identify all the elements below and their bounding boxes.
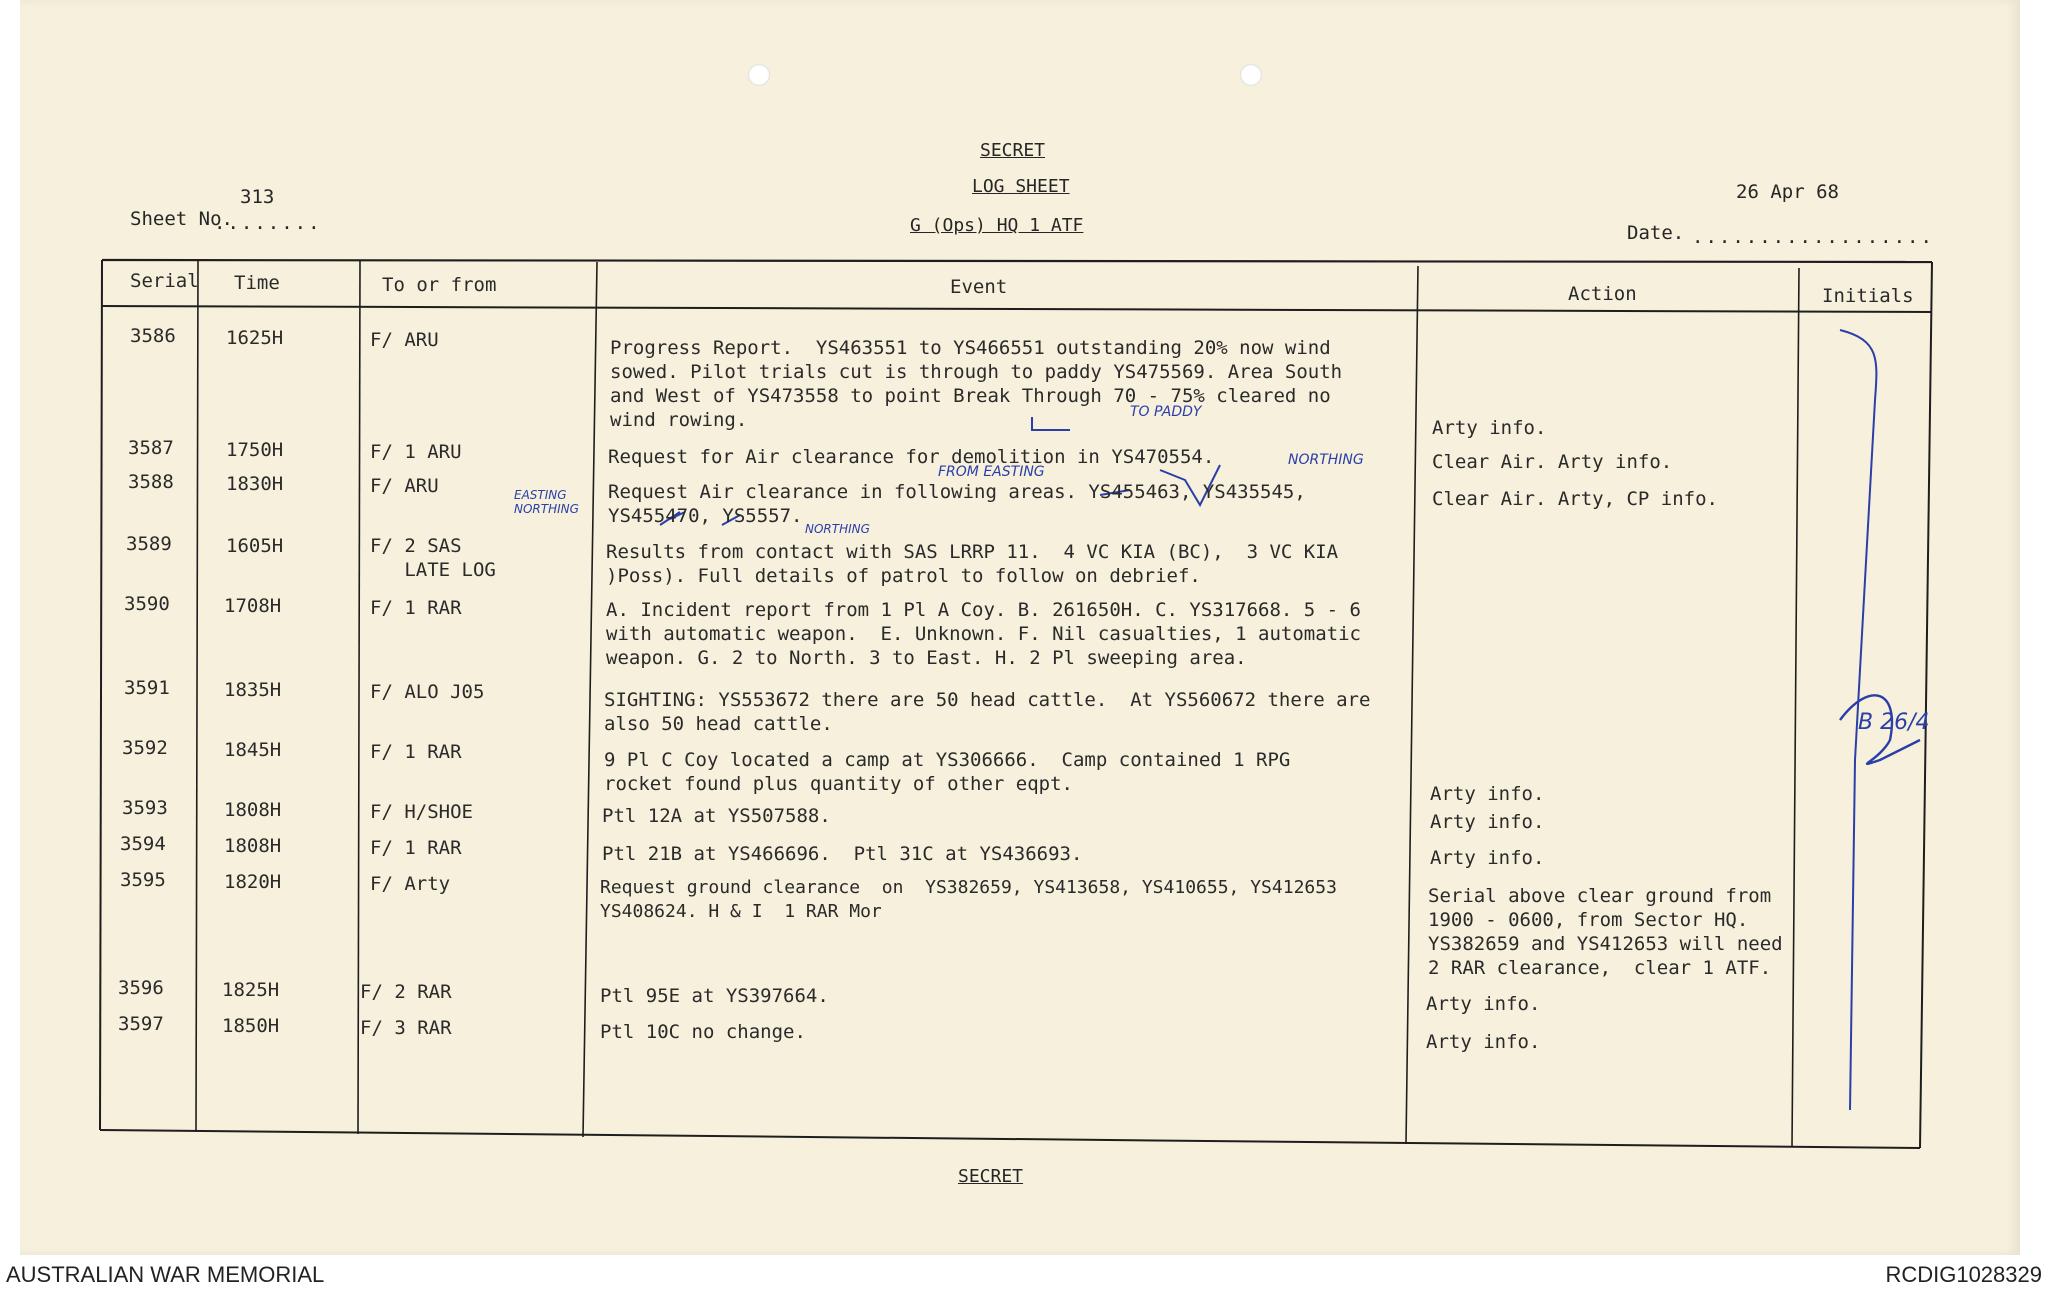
classification-top: SECRET [980, 140, 1046, 161]
row-serial: 3590 [124, 593, 170, 615]
row-serial: 3586 [130, 325, 176, 347]
row-event: Request for Air clearance for demolition in YS470554. [608, 446, 1215, 468]
row-time: 1708H [224, 595, 282, 617]
row-event: Results from contact with SAS LRRP 11. 4 VC KIA (BC), 3 VC KIA )Poss). Full details of patrol to follow on debrief. [606, 541, 1339, 587]
row-event: SIGHTING: YS553672 there are 50 head cattle. At YS560672 there are also 50 head cattle. [604, 689, 1371, 735]
col-header-to-from: To or from [382, 274, 497, 296]
row-action: Arty info. [1426, 993, 1541, 1015]
row-time: 1808H [224, 799, 282, 821]
row-action: Serial above clear ground from 1900 - 0600, from Sector HQ. YS382659 and YS412653 will need 2 RAR clearance, clear 1 ATF. [1428, 885, 1783, 979]
row-action: Clear Air. Arty, CP info. [1432, 488, 1718, 510]
annotation-northing-bottom: NORTHING [805, 522, 870, 536]
row-from: F/ ALO J05 [370, 681, 485, 703]
annotation-to-paddy: TO PADDY [1130, 404, 1202, 420]
row-serial: 3591 [124, 677, 170, 699]
row-time: 1750H [226, 439, 284, 461]
sheet-title: LOG SHEET [972, 176, 1070, 197]
annotation-northing: NORTHING [1288, 452, 1364, 468]
row-serial: 3592 [122, 737, 168, 759]
row-serial: 3595 [120, 869, 166, 891]
row-serial: 3587 [128, 437, 174, 459]
row-time: 1850H [222, 1015, 280, 1037]
row-action: Arty info. [1432, 417, 1547, 439]
row-time: 1835H [224, 679, 282, 701]
row-time: 1808H [224, 835, 282, 857]
row-from: F/ 2 SAS LATE LOG [370, 535, 496, 581]
row-time: 1605H [226, 535, 284, 557]
row-from: F/ 2 RAR [360, 981, 452, 1003]
row-from: F/ 1 RAR [370, 837, 462, 859]
date-value: 26 Apr 68 [1736, 181, 1839, 203]
row-serial: 3597 [118, 1013, 164, 1035]
row-event: Ptl 95E at YS397664. [600, 985, 829, 1007]
row-from: F/ 1 ARU [370, 441, 462, 463]
classification-bottom: SECRET [958, 1166, 1024, 1187]
row-action: Arty info. [1430, 847, 1545, 869]
row-action: Arty info. [1426, 1031, 1541, 1053]
row-time: 1820H [224, 871, 282, 893]
annotation-from-easting: FROM EASTING [938, 464, 1045, 480]
footer-source: AUSTRALIAN WAR MEMORIAL [6, 1262, 325, 1287]
row-action: Arty info. [1430, 783, 1545, 805]
row-from: F/ ARU [370, 475, 439, 497]
row-action: Arty info. [1430, 811, 1545, 833]
row-event: Ptl 21B at YS466696. Ptl 31C at YS436693. [602, 843, 1083, 865]
sheet-number-value: 313 [240, 186, 275, 208]
row-time: 1625H [226, 327, 284, 349]
footer-id: RCDIG1028329 [1885, 1262, 2042, 1287]
row-event: Ptl 12A at YS507588. [602, 805, 831, 827]
annotation-easting: EASTING [514, 488, 567, 502]
sheet-number-dots: ........ [214, 212, 322, 234]
row-from: F/ H/SHOE [370, 801, 473, 823]
row-serial: 3596 [118, 977, 164, 999]
date-dots: .................. [1692, 226, 1934, 248]
annotation-northing-left: NORTHING [514, 502, 579, 516]
row-event: A. Incident report from 1 Pl A Coy. B. 261650H. C. YS317668. 5 - 6 with automatic weapon. E. Unknown. F. Nil casualties, 1 automatic weapon. G. 2 to North. 3 to East. H. 2 Pl sweeping area. [606, 599, 1361, 669]
row-from: F/ Arty [370, 873, 451, 895]
row-time: 1830H [226, 473, 284, 495]
col-header-serial: Serial [130, 270, 199, 292]
row-from: F/ 1 RAR [370, 597, 462, 619]
col-header-event: Event [950, 276, 1008, 298]
unit-label: G (Ops) HQ 1 ATF [910, 215, 1084, 236]
row-action: Clear Air. Arty info. [1432, 451, 1673, 473]
row-event: Progress Report. YS463551 to YS466551 outstanding 20% now wind sowed. Pilot trials cut is through to paddy YS475569. Area South and West of YS473558 to point Break Through 70 - 75% cleared no wind rowing. [610, 337, 1343, 431]
col-header-initials: Initials [1822, 285, 1914, 307]
row-serial: 3589 [126, 533, 172, 555]
row-from: F/ 3 RAR [360, 1017, 452, 1039]
row-serial: 3594 [120, 833, 166, 855]
col-header-action: Action [1568, 283, 1637, 305]
row-event: 9 Pl C Coy located a camp at YS306666. Camp contained 1 RPG rocket found plus quantity of other eqpt. [604, 749, 1291, 795]
col-header-time: Time [234, 272, 280, 294]
initials-signature: B 26/4 [1858, 710, 1930, 735]
sheet-number-label: Sheet No. [130, 208, 233, 230]
log-sheet-page [20, 0, 2020, 1255]
row-event: Request Air clearance in following areas. YS455463, YS435545, YS455470, YS5557. [608, 481, 1306, 527]
row-event: Request ground clearance on YS382659, YS413658, YS410655, YS412653 YS408624. H & I 1 RAR Mor [600, 877, 1337, 922]
date-label: Date. [1627, 222, 1685, 244]
row-time: 1845H [224, 739, 282, 761]
row-from: F/ 1 RAR [370, 741, 462, 763]
row-serial: 3593 [122, 797, 168, 819]
row-serial: 3588 [128, 471, 174, 493]
row-event: Ptl 10C no change. [600, 1021, 806, 1043]
row-time: 1825H [222, 979, 280, 1001]
row-from: F/ ARU [370, 329, 439, 351]
